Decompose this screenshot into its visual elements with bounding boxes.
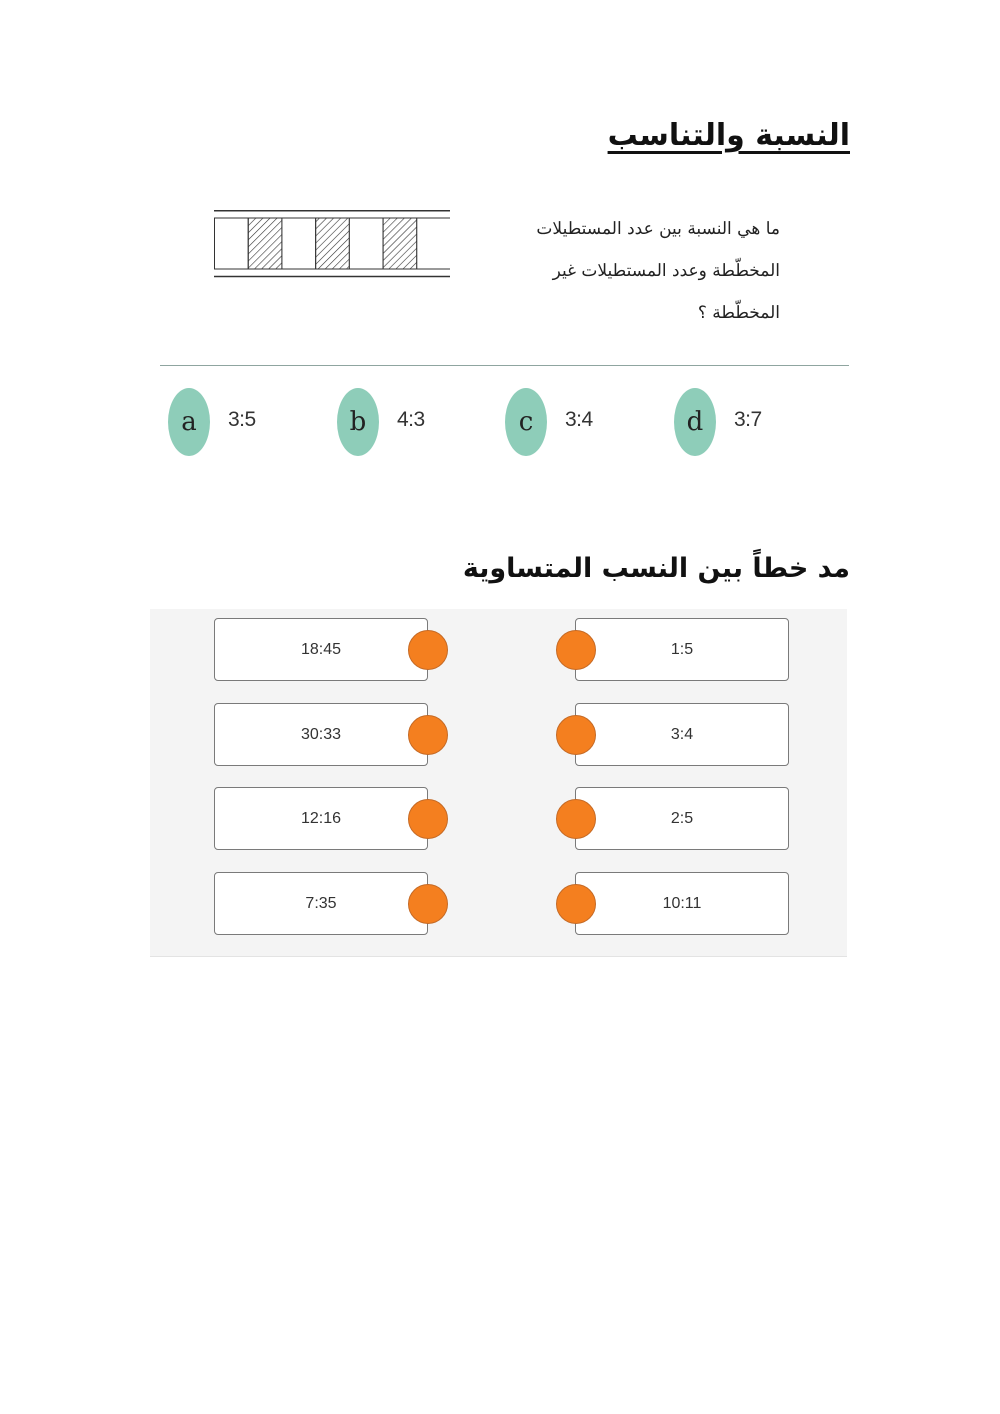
option-a[interactable] — [168, 388, 318, 456]
left-card[interactable]: 30:33 — [214, 703, 428, 766]
right-card[interactable]: 2:5 — [575, 787, 789, 850]
option-a-value: 3:5 — [228, 408, 256, 431]
left-connector-dot[interactable] — [408, 799, 448, 839]
option-c-value: 3:4 — [565, 408, 593, 431]
option-b[interactable] — [337, 388, 487, 456]
left-connector-dot[interactable] — [408, 884, 448, 924]
option-b-letter[interactable]: b — [337, 388, 379, 456]
rectangles-figure — [214, 210, 450, 278]
striped-rectangle — [316, 218, 350, 269]
matching-panel — [150, 609, 847, 957]
left-connector-dot[interactable] — [408, 630, 448, 670]
striped-rectangle — [248, 218, 282, 269]
right-card[interactable]: 10:11 — [575, 872, 789, 935]
left-connector-dot[interactable] — [408, 715, 448, 755]
option-d[interactable] — [674, 388, 824, 456]
plain-rectangle — [417, 218, 450, 269]
page-title: النسبة والتناسب — [607, 118, 850, 153]
option-d-letter[interactable]: d — [674, 388, 716, 456]
right-connector-dot[interactable] — [556, 630, 596, 670]
matching-instruction: مد خطاً بين النسب المتساوية — [462, 553, 850, 584]
plain-rectangle — [215, 218, 249, 269]
divider — [160, 365, 849, 366]
left-card[interactable]: 12:16 — [214, 787, 428, 850]
right-card[interactable]: 1:5 — [575, 618, 789, 681]
option-c-letter[interactable]: c — [505, 388, 547, 456]
option-c[interactable] — [505, 388, 655, 456]
plain-rectangle — [349, 218, 383, 269]
left-card[interactable]: 7:35 — [214, 872, 428, 935]
right-connector-dot[interactable] — [556, 884, 596, 924]
right-connector-dot[interactable] — [556, 799, 596, 839]
option-b-value: 4:3 — [397, 408, 425, 431]
right-connector-dot[interactable] — [556, 715, 596, 755]
question-text: ما هي النسبة بين عدد المستطيلات المخطّطة وعدد المستطيلات غير المخطّطة ؟ — [536, 219, 780, 323]
striped-rectangle — [383, 218, 417, 269]
option-d-value: 3:7 — [734, 408, 762, 431]
left-card[interactable]: 18:45 — [214, 618, 428, 681]
right-card[interactable]: 3:4 — [575, 703, 789, 766]
option-a-letter[interactable]: a — [168, 388, 210, 456]
plain-rectangle — [282, 218, 316, 269]
